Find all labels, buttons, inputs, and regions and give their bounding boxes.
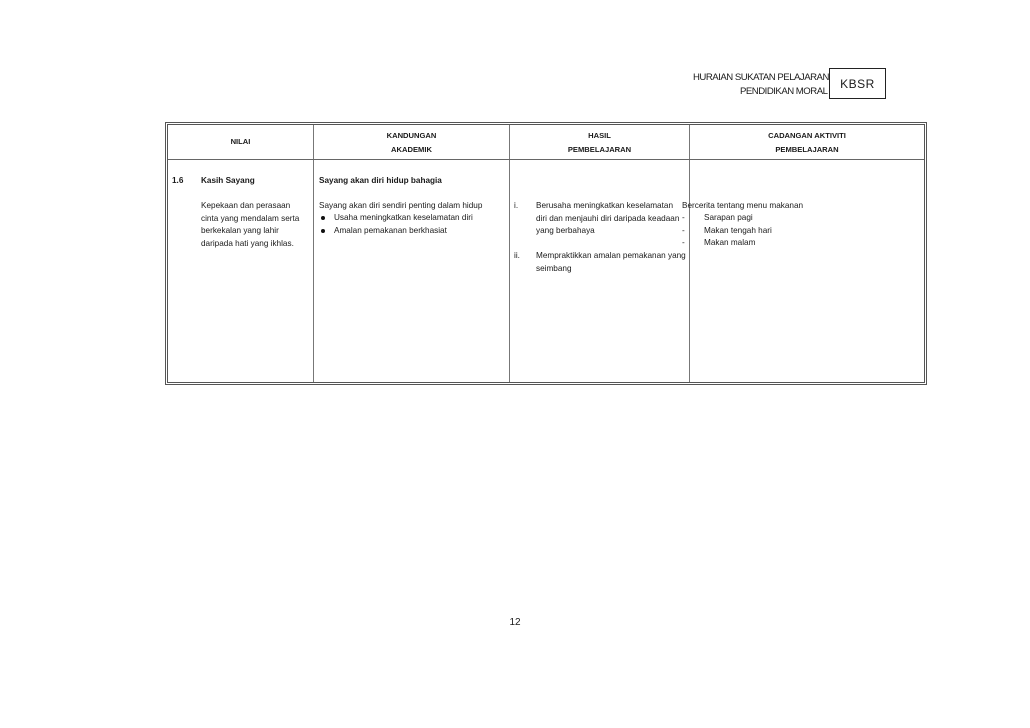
- kandungan-title: Sayang akan diri hidup bahagia: [319, 176, 442, 185]
- page-number: 12: [509, 617, 521, 628]
- column-divider: [689, 125, 690, 382]
- list-item: [682, 212, 922, 225]
- hasil-marker: ii.: [514, 251, 520, 260]
- hasil-marker: i.: [514, 201, 519, 210]
- kbsr-badge: KBSR: [829, 68, 886, 99]
- hasil-text: Berusaha meningkatkan keselamatan diri dan menjauhi diri daripada keadaan yang berbahaya: [536, 201, 680, 235]
- header-kandungan: [314, 129, 509, 157]
- nilai-title: Kasih Sayang: [201, 176, 255, 185]
- cadangan-item: Sarapan pagi: [704, 213, 753, 222]
- header-cadangan-line1: CADANGAN AKTIVITI: [768, 131, 846, 140]
- header-hasil-line1: HASIL: [588, 131, 611, 140]
- header-kandungan-line1: KANDUNGAN: [386, 131, 437, 140]
- cadangan-intro: Bercerita tentang menu makanan: [682, 201, 804, 210]
- list-item: [682, 225, 922, 238]
- dash-marker: -: [682, 238, 685, 247]
- list-item: [319, 212, 507, 225]
- kandungan-item: Amalan pemakanan berkhasiat: [334, 225, 447, 235]
- header-row-divider: [168, 159, 924, 160]
- nilai-description: Kepekaan dan perasaan cinta yang mendalam serta berkekalan yang lahir daripada hati yang ikhlas.: [201, 201, 300, 248]
- hasil-item-2: [514, 250, 686, 275]
- header-title-line2: PENDIDIKAN MORAL: [740, 86, 828, 97]
- column-divider: [313, 125, 314, 382]
- list-item: [682, 237, 922, 250]
- header-cadangan: [690, 129, 924, 157]
- header-title-line1: HURAIAN SUKATAN PELAJARAN: [693, 72, 829, 83]
- hasil-text: Mempraktikkan amalan pemakanan yang seimbang: [536, 251, 686, 273]
- cadangan-item: Makan malam: [704, 238, 756, 247]
- kandungan-intro: Sayang akan diri sendiri penting dalam hidup: [319, 201, 483, 210]
- dash-marker: -: [682, 213, 685, 222]
- hasil-item-1: [514, 200, 686, 238]
- bullet-icon: [321, 216, 325, 220]
- syllabus-table: [165, 122, 927, 385]
- cadangan-list: [682, 212, 922, 250]
- header-hasil-line2: PEMBELAJARAN: [567, 145, 632, 154]
- header-hasil: [510, 129, 689, 157]
- dash-marker: -: [682, 225, 685, 235]
- list-item: [319, 225, 507, 238]
- row-number: 1.6: [172, 176, 184, 185]
- column-divider: [509, 125, 510, 382]
- cadangan-item: Makan tengah hari: [704, 225, 772, 235]
- header-cadangan-line2: PEMBELAJARAN: [775, 145, 839, 154]
- kandungan-list: [319, 212, 507, 237]
- bullet-icon: [321, 229, 325, 233]
- header-kandungan-line2: AKADEMIK: [391, 145, 432, 154]
- header-nilai: NILAI: [230, 137, 251, 146]
- kandungan-item: Usaha meningkatkan keselamatan diri: [334, 213, 473, 222]
